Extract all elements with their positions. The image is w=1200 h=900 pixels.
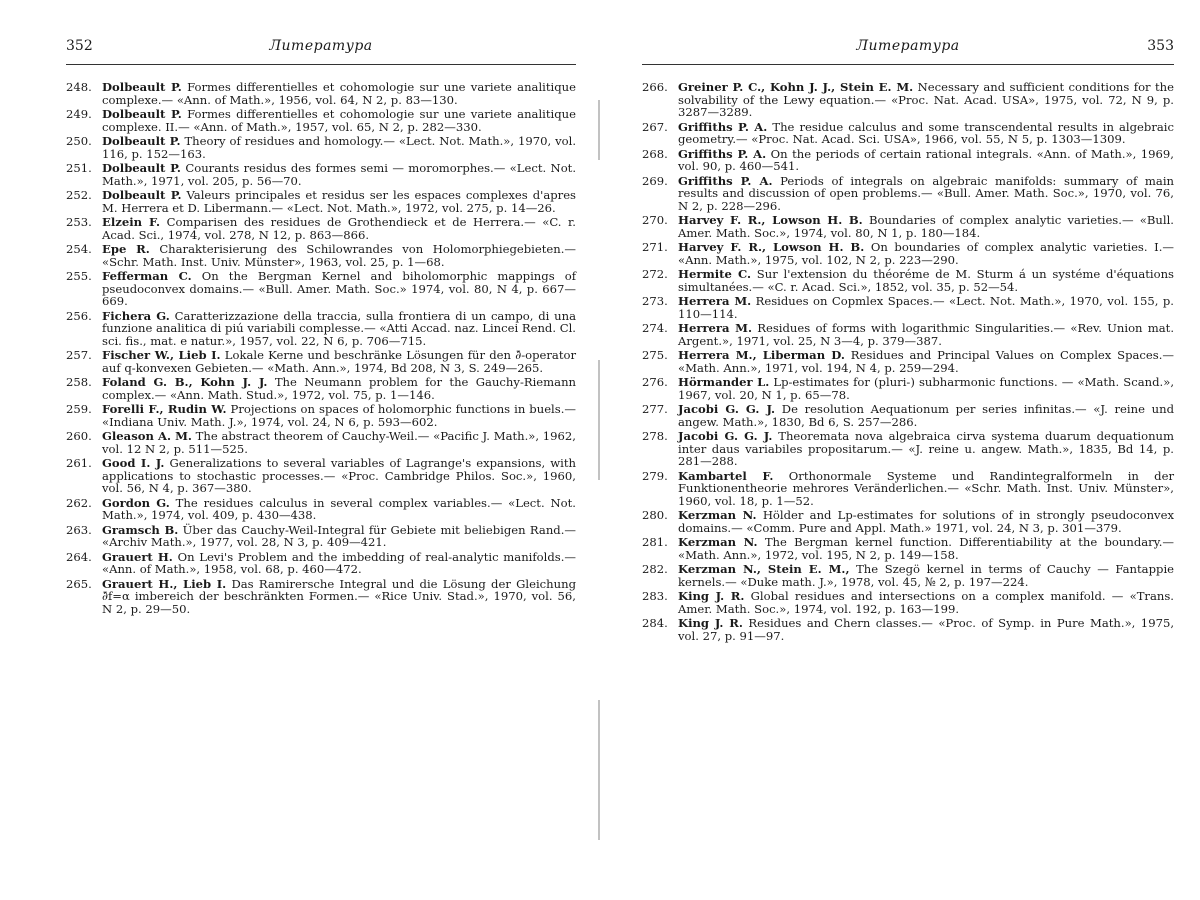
reference-entry [642, 590, 1174, 615]
reference-text: Lokale Kerne und beschränke Lösungen für den ∂̄-operator auf q-konvexen Gebieten.— «Math. Ann.», 1974, Bd 208, N 3, S. 249—265. [102, 348, 577, 375]
reference-entry [66, 497, 576, 522]
reference-number: 282. [642, 562, 668, 576]
reference-list [66, 81, 576, 615]
reference-text: Hölder and Lp-estimates for solutions of in strongly pseudoconvex domains.— «Comm. Pure and Appl. Math.» 1971, vol. 24, N 3, p. 301—379. [678, 508, 1175, 535]
reference-entry [66, 430, 576, 455]
reference-entry [642, 121, 1174, 146]
reference-number: 283. [642, 589, 668, 603]
reference-author: Dolbeault P. [102, 161, 181, 175]
reference-number: 254. [66, 242, 92, 256]
reference-author: Griffiths P. A. [678, 146, 767, 161]
reference-entry [642, 241, 1174, 266]
reference-number: 275. [642, 348, 668, 362]
reference-list [642, 81, 1174, 642]
reference-number: 249. [66, 107, 92, 121]
reference-entry [642, 268, 1174, 293]
reference-author: Grauert H. [102, 549, 173, 564]
reference-author: Greiner P. C., Kohn J. J., Stein E. M. [678, 80, 914, 94]
reference-entry [642, 509, 1174, 534]
reference-author: Jacobi G. G. J. [678, 402, 776, 416]
reference-number: 267. [642, 119, 668, 134]
reference-entry [642, 470, 1174, 508]
reference-entry [66, 310, 576, 348]
page-header [642, 32, 1174, 52]
reference-text: Residues of forms with logarithmic Singularities.— «Rev. Union mat. Argent.», 1971, vol. 25, N 3—4, p. 379—387. [678, 321, 1175, 348]
reference-author: King J. R. [678, 616, 743, 630]
reference-text: Boundaries of complex analytic varieties.— «Bull. Amer. Math. Soc.», 1974, vol. 80, N 1, p. 180—184. [678, 213, 1174, 240]
reference-number: 279. [642, 468, 668, 483]
reference-author: Epe R. [102, 242, 150, 256]
reference-text: Residues and Chern classes.— «Proc. of Symp. in Pure Math.», 1975, vol. 27, p. 91—97. [678, 616, 1175, 643]
reference-entry [642, 430, 1174, 468]
page-header [66, 32, 576, 52]
reference-number: 284. [642, 616, 668, 630]
reference-number: 256. [66, 308, 92, 323]
reference-number: 281. [642, 535, 668, 549]
reference-author: Dolbeault P. [102, 107, 182, 121]
reference-number: 253. [66, 215, 92, 229]
reference-text: Comparisen des residues de Grothendieck et de Herrera.— «C. r. Acad. Sci., 1974, vol. 278, N 12, p. 863—866. [102, 215, 576, 242]
reference-number: 278. [642, 429, 668, 443]
reference-text: On Levi's Problem and the imbedding of real-analytic manifolds.— «Ann. of Math.», 1958, vol. 68, p. 460—472. [102, 549, 576, 576]
reference-entry [66, 216, 576, 241]
reference-entry [66, 108, 576, 133]
reference-text: Residues and Principal Values on Complex Spaces.— «Math. Ann.», 1971, vol. 194, N 4, p. 259—294. [678, 348, 1174, 375]
reference-number: 277. [642, 402, 668, 416]
reference-author: Kerzman N. [678, 535, 758, 549]
reference-author: Herrera M. [678, 321, 753, 335]
reference-text: Über das Cauchy-Weil-Integral für Gebiete mit beliebigen Rand.— «Archiv Math.», 1977, vol. 28, N 3, p. 409—421. [102, 522, 576, 549]
reference-number: 266. [642, 80, 668, 94]
reference-text: Orthonormale Systeme und Randintegralformeln in der Funktionentheorie mehrores Veränderlichen.— «Schr. Math. Inst. Univ. Münster», 1960, vol. 18, p. 1—52. [678, 468, 1175, 508]
reference-number: 265. [66, 576, 92, 591]
reference-entry [642, 403, 1174, 428]
reference-text: Generalizations to several variables of Lagrange's expansions, with applications to stochastic processes.— «Proc. Cambridge Philos. Soc.», 1960, vol. 56, N 4, p. 367—380. [102, 456, 576, 495]
reference-author: King J. R. [678, 589, 745, 603]
reference-number: 269. [642, 173, 668, 188]
reference-text: The residue calculus and some transcendental results in algebraic geometry.— «Proc. Nat. Acad. Sci. USA», 1966, vol. 55, N 5, p. 1303—1309. [678, 119, 1174, 146]
reference-entry [642, 536, 1174, 561]
reference-entry [66, 376, 576, 401]
reference-author: Dolbeault P. [102, 134, 181, 148]
reference-entry [66, 243, 576, 268]
reference-text: Lp-estimates for (pluri-) subharmonic functions. — «Math. Scand.», 1967, vol. 20, N 1, p. 65—78. [678, 375, 1175, 402]
reference-entry [642, 295, 1174, 320]
reference-text: On boundaries of complex analytic varieties. I.— «Ann. Math.», 1975, vol. 102, N 2, p. 223—290. [678, 240, 1175, 267]
reference-entry [66, 135, 576, 160]
reference-number: 259. [66, 402, 92, 416]
reference-number: 252. [66, 188, 92, 202]
reference-author: Gordon G. [102, 495, 170, 510]
reference-number: 270. [642, 213, 668, 227]
reference-number: 260. [66, 429, 92, 443]
reference-text: Formes differentielles et cohomologie sur une variete analitique complexe. II.— «Ann. of Math.», 1957, vol. 65, N 2, p. 282—330. [102, 107, 576, 134]
reference-text: Global residues and intersections on a complex manifold. — «Trans. Amer. Math. Soc.», 1974, vol. 192, p. 163—199. [678, 589, 1174, 616]
reference-text: Residues on Copmlex Spaces.— «Lect. Not. Math.», 1970, vol. 155, p. 110—114. [678, 294, 1174, 321]
reference-text: Charakterisierung des Schilowrandes von Holomorphiegebieten.— «Schr. Math. Inst. Univ. Münster», 1963, vol. 25, p. 1—68. [102, 242, 577, 269]
reference-entry [642, 175, 1174, 213]
reference-entry [66, 457, 576, 495]
reference-text: Valeurs principales et residus ser les espaces complexes d'apres M. Herrera et D. Libermann.— «Lect. Not. Math.», 1972, vol. 275, p. 14—26. [102, 188, 577, 215]
reference-author: Good I. J. [102, 456, 165, 470]
running-title: Литература [856, 38, 960, 54]
reference-entry [642, 148, 1174, 173]
reference-number: 271. [642, 240, 668, 254]
reference-author: Dolbeault P. [102, 188, 182, 202]
reference-entry [66, 403, 576, 428]
page-number: 353 [1147, 38, 1174, 54]
reference-text: Das Ramirersche Integral und die Lösung der Gleichung ∂̄f=α imbereich der beschränkten Formen.— «Rice Univ. Stad.», 1970, vol. 56, N 2, p. 29—50. [102, 576, 576, 616]
reference-author: Kerzman N. [678, 508, 757, 522]
reference-text: On the periods of certain rational integrals. «Ann. of Math.», 1969, vol. 90, p. 460—541. [678, 146, 1174, 173]
reference-number: 263. [66, 522, 92, 537]
reference-number: 262. [66, 495, 92, 510]
reference-author: Elzein F. [102, 215, 161, 229]
running-title: Литература [269, 38, 373, 54]
reference-entry [66, 81, 576, 106]
reference-entry [66, 578, 576, 616]
reference-text: The Bergman kernel function. Differentiability at the boundary.— «Math. Ann.», 1972, vol. 195, N 2, p. 149—158. [678, 535, 1175, 562]
reference-text: Courants residus des formes semi — moromorphes.— «Lect. Not. Math.», 1971, vol. 205, p. 56—70. [102, 161, 577, 188]
reference-text: Formes differentielles et cohomologie sur une variete analitique complexe.— «Ann. of Math.», 1956, vol. 64, N 2, p. 83—130. [102, 80, 576, 107]
reference-number: 276. [642, 375, 668, 389]
reference-number: 258. [66, 375, 92, 389]
reference-author: Forelli F., Rudin W. [102, 402, 227, 416]
reference-entry [642, 349, 1174, 374]
reference-number: 257. [66, 348, 92, 362]
reference-author: Grauert H., Lieb I. [102, 576, 227, 591]
reference-number: 264. [66, 549, 92, 564]
reference-text: The residues calculus in several complex variables.— «Lect. Not. Math.», 1974, vol. 409, p. 430—438. [102, 495, 576, 522]
reference-entry [642, 214, 1174, 239]
reference-entry [642, 81, 1174, 119]
reference-text: On the Bergman Kernel and biholomorphic mappings of pseudoconvex domains.— «Bull. Amer. Math. Soc.» 1974, vol. 80, N 4, p. 667—669. [102, 269, 576, 308]
reference-author: Jacobi G. G. J. [678, 429, 773, 443]
reference-entry [642, 617, 1174, 642]
reference-text: Sur l'extension du théoréme de M. Sturm á un systéme d'équations simultanées.— «C. r. Acad. Sci.», 1852, vol. 35, p. 52—54. [678, 267, 1174, 294]
reference-text: Periods of integrals on algebraic manifolds: summary of main results and discussion of open problems.— «Bull. Amer. Math. Soc.», 1970, vol. 76, N 2, p. 228—296. [678, 173, 1175, 213]
reference-number: 274. [642, 321, 668, 335]
reference-text: De resolution Aequationum per series infinitas.— «J. reine und angew. Math.», 1830, Bd 6, S. 257—286. [678, 402, 1174, 429]
reference-number: 268. [642, 146, 668, 161]
reference-number: 255. [66, 269, 92, 283]
reference-author: Fischer W., Lieb I. [102, 348, 221, 362]
reference-entry [66, 349, 576, 374]
reference-author: Dolbeault P. [102, 80, 182, 94]
reference-entry [66, 524, 576, 549]
reference-text: Theory of residues and homology.— «Lect. Not. Math.», 1970, vol. 116, p. 152—163. [102, 134, 577, 161]
reference-entry [66, 189, 576, 214]
reference-text: The abstract theorem of Cauchy-Weil.— «Pacific J. Math.», 1962, vol. 12 N 2, p. 511—525. [102, 429, 576, 456]
reference-entry [642, 376, 1174, 401]
reference-author: Griffiths P. A. [678, 173, 773, 188]
reference-entry [642, 322, 1174, 347]
reference-number: 251. [66, 161, 92, 175]
reference-text: The Neumann problem for the Gauchy-Riemann complex.— «Ann. Math. Stud.», 1972, vol. 75, p. 1—146. [102, 375, 576, 402]
reference-author: Fefferman C. [102, 269, 192, 283]
reference-text: Caratterizzazione della traccia, sulla frontiera di un campo, di una funzione analitica di piú variabili complesse.— «Atti Accad. naz. Lincei Rend. Cl. sci. fis., mat. e natur.», 1957, vol. 22, N 6, p. 706—715. [102, 308, 577, 348]
reference-number: 248. [66, 80, 92, 94]
reference-entry [66, 551, 576, 576]
reference-author: Gleason A. M. [102, 429, 192, 443]
reference-author: Herrera M. [678, 294, 752, 308]
reference-number: 261. [66, 456, 92, 470]
reference-number: 272. [642, 267, 668, 281]
reference-author: Harvey F. R., Lowson H. B. [678, 240, 865, 254]
reference-author: Harvey F. R., Lowson H. B. [678, 213, 863, 227]
right-page [600, 0, 1200, 900]
reference-number: 273. [642, 294, 668, 308]
reference-text: Theoremata nova algebraica cirva systema duarum dequationum inter daus variabiles propositarum.— «J. reine u. angew. Math.», 1835, Bd 14, p. 281—288. [678, 429, 1174, 468]
page-number: 352 [66, 38, 93, 54]
reference-author: Griffiths P. A. [678, 119, 768, 134]
reference-author: Herrera M., Liberman D. [678, 348, 845, 362]
reference-entry [642, 563, 1174, 588]
reference-entry [66, 162, 576, 187]
reference-number: 280. [642, 508, 668, 522]
reference-author: Gramsch B. [102, 522, 179, 537]
reference-author: Kerzman N., Stein E. M., [678, 562, 850, 576]
header-rule [66, 64, 576, 65]
reference-author: Kambartel F. [678, 468, 774, 483]
reference-entry [66, 270, 576, 308]
reference-text: The Szegö kernel in terms of Cauchy — Fantappie kernels.— «Duke math. J.», 1978, vol. 45, № 2, p. 197—224. [678, 562, 1175, 589]
reference-author: Fichera G. [102, 308, 170, 323]
reference-text: Necessary and sufficient conditions for the solvability of the Lewy equation.— «Proc. Nat. Acad. USA», 1975, vol. 72, N 9, p. 3287—3289. [678, 80, 1174, 119]
reference-text: Projections on spaces of holomorphic functions in buels.— «Indiana Univ. Math. J.», 1974, vol. 24, N 6, p. 593—602. [102, 402, 576, 429]
reference-author: Foland G. B., Kohn J. J. [102, 375, 268, 389]
reference-author: Hörmander L. [678, 375, 770, 389]
reference-number: 250. [66, 134, 92, 148]
header-rule [642, 64, 1174, 65]
reference-author: Hermite C. [678, 267, 752, 281]
